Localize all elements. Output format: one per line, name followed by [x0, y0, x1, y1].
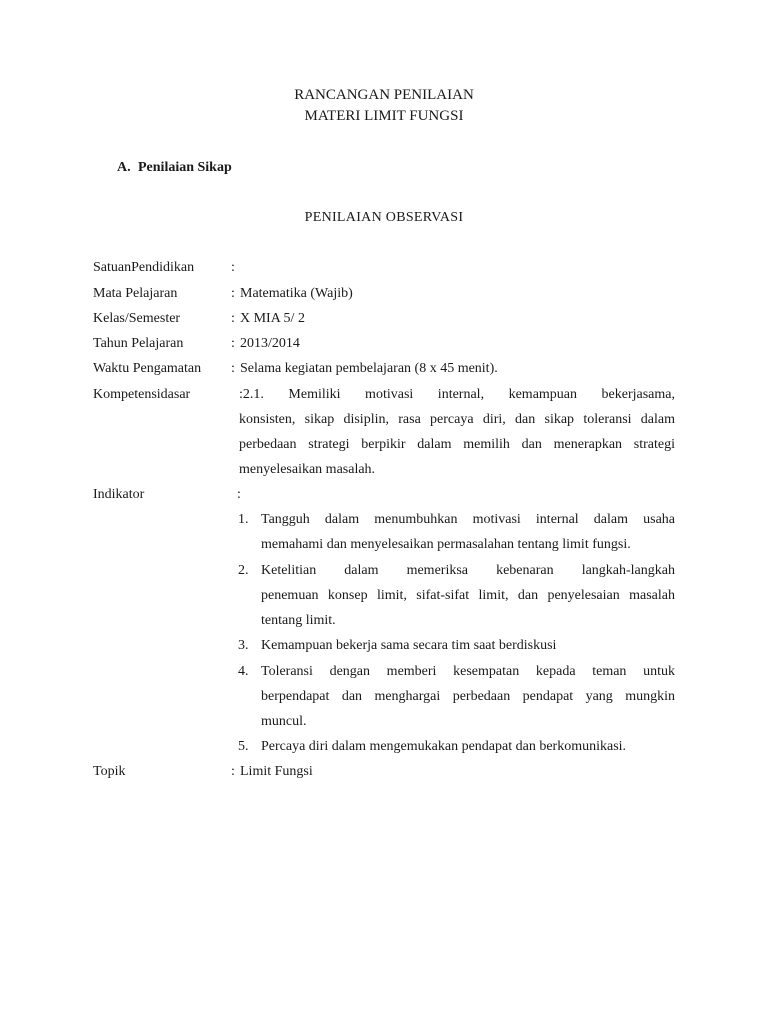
list-item-number: 4. — [238, 664, 249, 679]
list-item-number: 1. — [238, 512, 249, 527]
section-title: Penilaian Sikap — [138, 160, 232, 175]
field-colon-mapel: : — [231, 286, 235, 301]
list-item-line: muncul. — [261, 714, 307, 729]
kompetensi-line: menyelesaikan masalah. — [239, 462, 376, 477]
document-title-line1: RANCANGAN PENILAIAN — [294, 87, 474, 103]
field-value-waktu: Selama kegiatan pembelajaran (8 x 45 menit). — [240, 361, 498, 376]
field-value-mapel: Matematika (Wajib) — [240, 286, 353, 301]
field-colon-kelas: : — [231, 311, 235, 326]
list-item-text — [261, 659, 675, 734]
field-label-satuan: SatuanPendidikan — [93, 260, 195, 275]
field-label-topik: Topik — [93, 764, 126, 779]
field-colon-tahun: : — [231, 336, 235, 351]
list-item-number: 2. — [238, 563, 249, 578]
field-label-waktu: Waktu Pengamatan — [93, 361, 202, 376]
list-item-line: tentang limit. — [261, 613, 336, 628]
list-item-number: 3. — [238, 638, 249, 653]
kompetensi-line: perbedaan strategi berpikir dalam memilih dan menerapkan strategi — [239, 437, 675, 452]
kompetensi-line: konsisten, sikap disiplin, rasa percaya diri, dan sikap toleransi dalam — [239, 412, 675, 427]
field-colon-topik: : — [231, 764, 235, 779]
field-value-kelas: X MIA 5/ 2 — [240, 311, 305, 326]
section-heading — [117, 160, 232, 176]
field-colon-indikator: : — [237, 487, 241, 502]
field-label-kelas: Kelas/Semester — [93, 311, 181, 326]
field-label-kompetensi: Kompetensidasar — [93, 387, 191, 402]
field-label-tahun: Tahun Pelajaran — [93, 336, 184, 351]
field-label-mapel: Mata Pelajaran — [93, 286, 178, 301]
kompetensi-line: :2.1. Memiliki motivasi internal, kemampuan bekerjasama, — [239, 387, 675, 402]
list-item-line: Ketelitian dalam memeriksa kebenaran langkah-langkah — [261, 563, 675, 578]
observation-title: PENILAIAN OBSERVASI — [304, 210, 464, 225]
field-value-topik: Limit Fungsi — [240, 764, 313, 779]
list-item-line: berpendapat dan menghargai perbedaan pendapat yang mungkin — [261, 689, 675, 704]
document-title-line2: MATERI LIMIT FUNGSI — [304, 108, 464, 124]
list-item-number: 5. — [238, 739, 249, 754]
list-item-text — [261, 558, 675, 633]
list-item-line: Toleransi dengan memberi kesempatan kepada teman untuk — [261, 664, 675, 679]
kompetensi-paragraph — [239, 382, 675, 482]
field-colon-waktu: : — [231, 361, 235, 376]
list-item-text — [261, 734, 675, 759]
field-colon-satuan: : — [231, 260, 235, 275]
list-item-line: Kemampuan bekerja sama secara tim saat berdiskusi — [261, 638, 557, 653]
field-label-indikator: Indikator — [93, 487, 145, 502]
list-item-line: Tangguh dalam menumbuhkan motivasi internal dalam usaha — [261, 512, 675, 527]
section-marker: A. — [117, 160, 131, 175]
list-item-line: memahami dan menyelesaikan permasalahan tentang limit fungsi. — [261, 537, 631, 552]
list-item-line: Percaya diri dalam mengemukakan pendapat dan berkomunikasi. — [261, 739, 627, 754]
field-value-tahun: 2013/2014 — [240, 336, 300, 351]
list-item-text — [261, 633, 675, 658]
list-item-line: penemuan konsep limit, sifat-sifat limit, dan penyelesaian masalah — [261, 588, 675, 603]
list-item-text — [261, 507, 675, 557]
